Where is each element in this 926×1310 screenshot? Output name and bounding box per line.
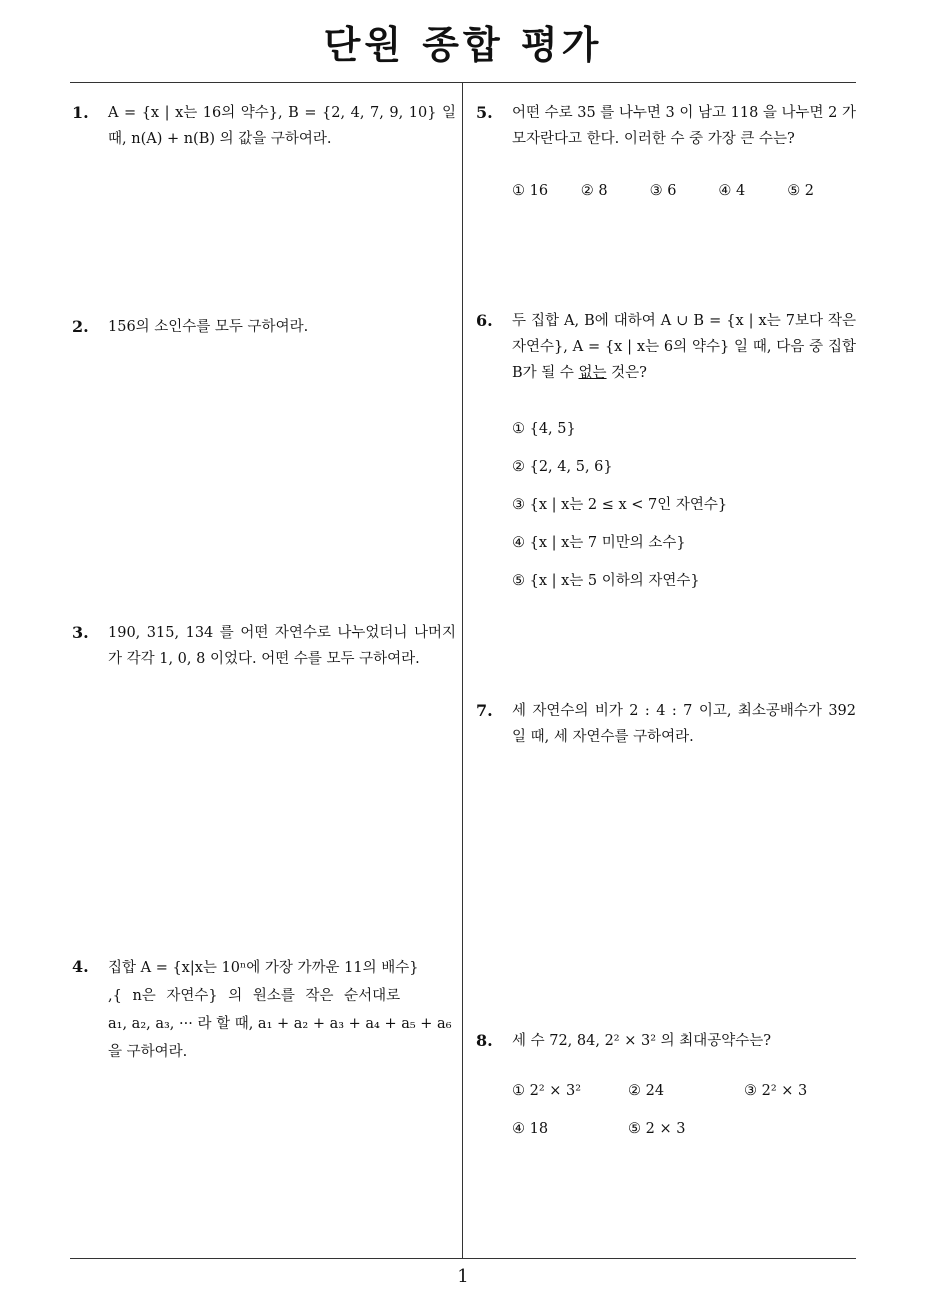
question-3 xyxy=(72,620,456,672)
answer-choices xyxy=(512,1078,856,1142)
question-line: 집합 A = {x|x는 10ⁿ에 가장 가까운 11의 배수} xyxy=(108,960,419,976)
page-title: 단원 종합 평가 xyxy=(323,23,603,67)
column-divider xyxy=(462,83,463,1258)
question-line: ,{ n은 자연수} 의 원소를 작은 순서대로 xyxy=(108,988,401,1004)
question-number: 4. xyxy=(72,957,89,976)
question-number: 7. xyxy=(476,701,493,720)
answer-choice[interactable]: ① 16 xyxy=(512,183,549,199)
answer-choices xyxy=(512,410,856,600)
answer-choice[interactable]: ① 2² × 3² xyxy=(512,1083,582,1099)
answer-choice[interactable]: ① {4, 5} xyxy=(512,421,576,437)
page-number: 1 xyxy=(457,1266,469,1287)
question-number: 2. xyxy=(72,317,89,336)
question-text: 190, 315, 134 를 어떤 자연수로 나누었더니 나머지가 각각 1, 0, 8 이었다. 어떤 수를 모두 구하여라. xyxy=(108,625,456,667)
question-text-part: 것은? xyxy=(606,365,647,381)
bottom-rule xyxy=(70,1258,856,1259)
answer-choice[interactable]: ③ 6 xyxy=(649,183,677,199)
question-text: 세 자연수의 비가 2 : 4 : 7 이고, 최소공배수가 392 일 때, 세 자연수를 구하여라. xyxy=(512,703,856,745)
question-5 xyxy=(476,100,856,204)
answer-choice[interactable]: ③ 2² × 3 xyxy=(744,1083,808,1099)
question-6 xyxy=(476,308,856,600)
answer-choice[interactable]: ② 8 xyxy=(580,183,608,199)
question-number: 3. xyxy=(72,623,89,642)
question-4 xyxy=(72,954,456,1066)
question-number: 1. xyxy=(72,103,89,122)
answer-choice[interactable]: ⑤ {x | x는 5 이하의 자연수} xyxy=(512,573,700,589)
answer-choice[interactable]: ② 24 xyxy=(628,1083,665,1099)
question-text: A = {x | x는 16의 약수}, B = {2, 4, 7, 9, 10} 일 때, n(A) + n(B) 의 값을 구하여라. xyxy=(108,105,456,147)
question-text-part: 두 집합 A, B에 대하여 A ∪ B = {x | x는 7보다 작은 자연수}, A = {x | x는 6의 약수} 일 때, 다음 중 집합 B가 될 수 xyxy=(512,313,856,381)
answer-choice[interactable]: ④ 18 xyxy=(512,1121,549,1137)
answer-choice[interactable]: ⑤ 2 × 3 xyxy=(628,1121,686,1137)
question-text: 어떤 수로 35 를 나누면 3 이 남고 118 을 나누면 2 가 모자란다고 한다. 이러한 수 중 가장 큰 수는? xyxy=(512,105,856,147)
top-rule xyxy=(70,82,856,83)
question-number: 8. xyxy=(476,1031,493,1050)
underlined-word: 없는 xyxy=(578,365,607,381)
question-text: 세 수 72, 84, 2² × 3² 의 최대공약수는? xyxy=(512,1033,772,1049)
question-text: 156의 소인수를 모두 구하여라. xyxy=(108,319,309,335)
question-line: a₁, a₂, a₃, ··· 라 할 때, a₁ + a₂ + a₃ + a₄ + a₅ + a₆ xyxy=(108,1016,452,1032)
answer-choice[interactable]: ④ 4 xyxy=(718,183,746,199)
question-7 xyxy=(476,698,856,750)
answer-choice[interactable]: ⑤ 2 xyxy=(787,183,815,199)
question-1 xyxy=(72,100,456,152)
question-8 xyxy=(476,1028,856,1142)
answer-choice[interactable]: ③ {x | x는 2 ≤ x < 7인 자연수} xyxy=(512,497,728,513)
answer-choice[interactable]: ② {2, 4, 5, 6} xyxy=(512,459,613,475)
question-text xyxy=(512,308,856,386)
question-2 xyxy=(72,314,456,340)
question-line: 을 구하여라. xyxy=(108,1044,188,1060)
answer-choices xyxy=(512,178,856,204)
answer-choice[interactable]: ④ {x | x는 7 미만의 소수} xyxy=(512,535,686,551)
question-number: 6. xyxy=(476,311,493,330)
question-number: 5. xyxy=(476,103,493,122)
question-text xyxy=(108,954,456,1066)
